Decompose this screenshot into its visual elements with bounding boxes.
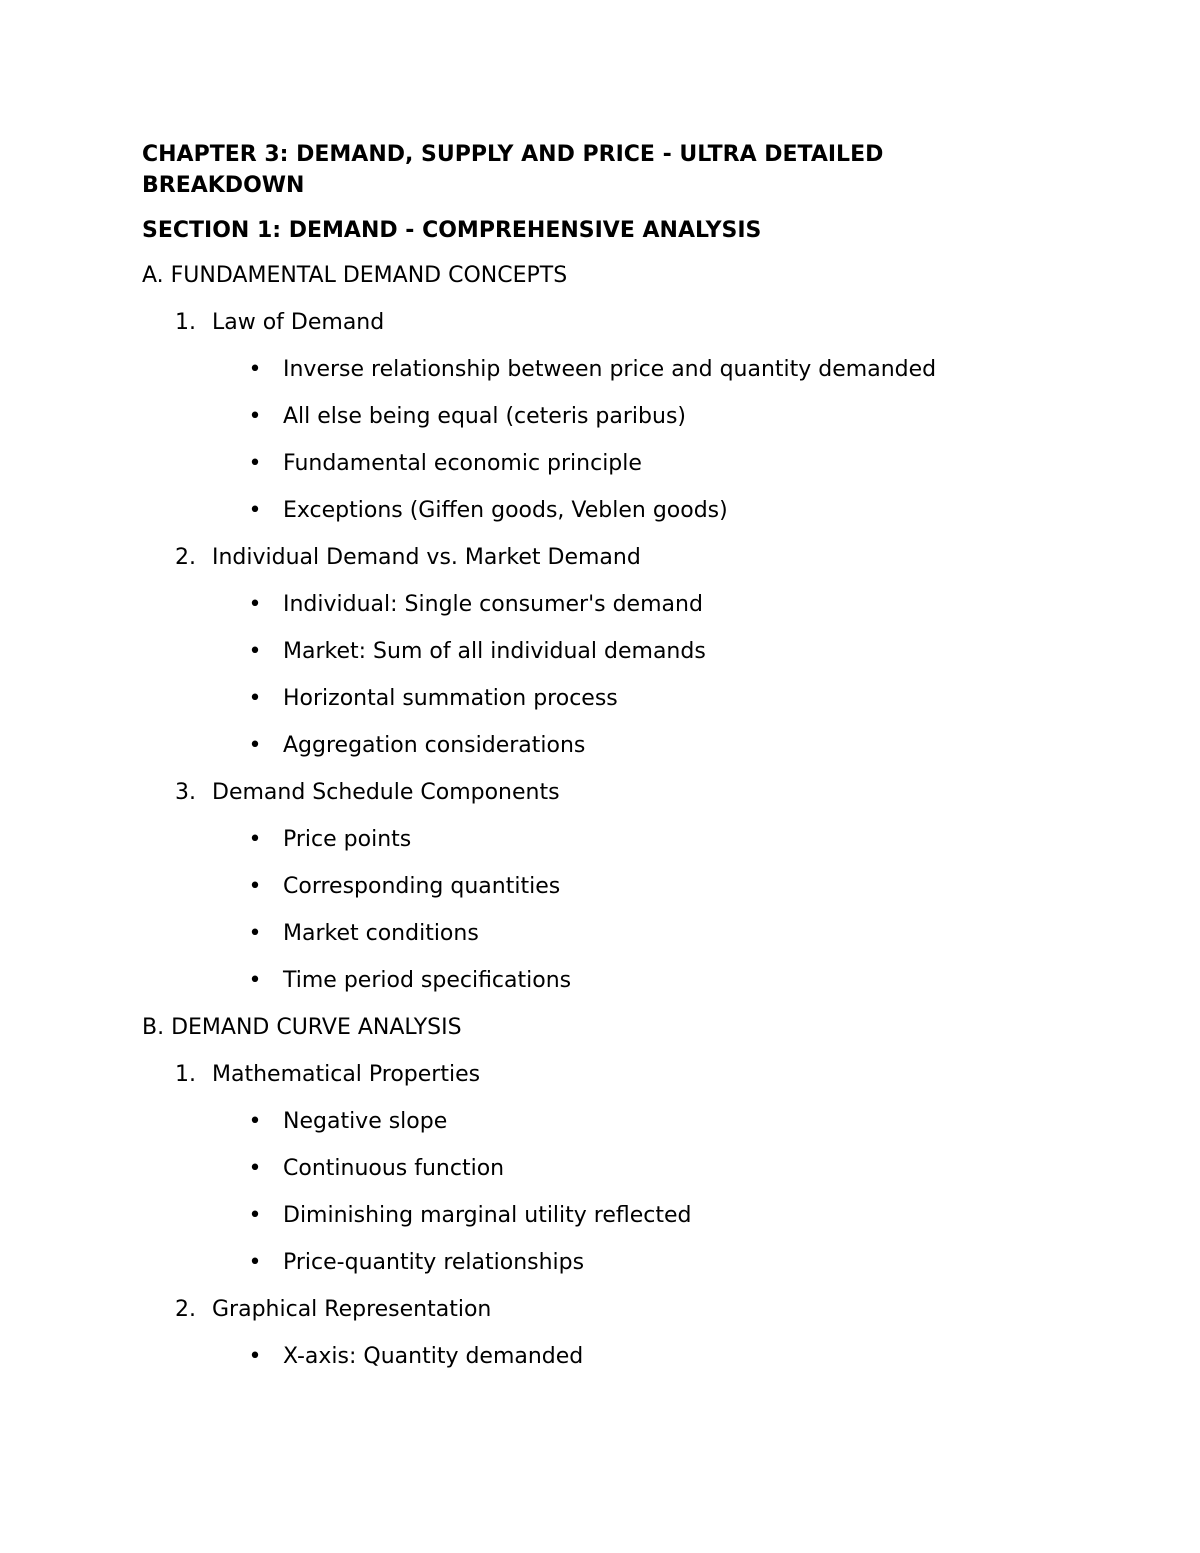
list-item-text: Market: Sum of all individual demands [283, 639, 706, 664]
subsection [142, 1012, 1002, 1372]
item-number: 2. [175, 545, 196, 570]
item-label: Mathematical Properties [212, 1062, 481, 1087]
numbered-item [142, 542, 1002, 573]
bullet-icon: • [248, 874, 262, 899]
bullet-list [142, 1106, 1002, 1278]
list-item-text: Diminishing marginal utility reflected [283, 1203, 692, 1228]
item-number: 2. [175, 1297, 196, 1322]
list-item [142, 824, 1002, 855]
bullet-icon: • [248, 498, 262, 523]
list-item [142, 495, 1002, 526]
outline [142, 260, 1002, 1372]
numbered-item [142, 307, 1002, 338]
bullet-icon: • [248, 686, 262, 711]
list-item-text: Horizontal summation process [283, 686, 618, 711]
item-number: 3. [175, 780, 196, 805]
list-item [142, 401, 1002, 432]
bullet-list [142, 589, 1002, 761]
list-item-text: Price-quantity relationships [283, 1250, 585, 1275]
bullet-icon: • [248, 1203, 262, 1228]
bullet-list [142, 824, 1002, 996]
list-item [142, 589, 1002, 620]
bullet-icon: • [248, 592, 262, 617]
bullet-icon: • [248, 827, 262, 852]
list-item-text: Time period specifications [283, 968, 572, 993]
list-item [142, 354, 1002, 385]
list-item [142, 683, 1002, 714]
bullet-list [142, 1341, 1002, 1372]
chapter-title: CHAPTER 3: DEMAND, SUPPLY AND PRICE - ULTRA DETAILED BREAKDOWN [142, 142, 884, 198]
list-item [142, 1153, 1002, 1184]
list-item-text: Continuous function [283, 1156, 505, 1181]
list-item-text: Exceptions (Giffen goods, Veblen goods) [283, 498, 728, 523]
bullet-icon: • [248, 1250, 262, 1275]
bullet-icon: • [248, 639, 262, 664]
list-item [142, 965, 1002, 996]
item-number: 1. [175, 1062, 196, 1087]
list-item [142, 1247, 1002, 1278]
list-item-text: Individual: Single consumer's demand [283, 592, 703, 617]
numbered-item [142, 1059, 1002, 1090]
list-item [142, 448, 1002, 479]
list-item-text: Fundamental economic principle [283, 451, 642, 476]
item-label: Graphical Representation [212, 1297, 492, 1322]
list-item [142, 730, 1002, 761]
list-item [142, 1341, 1002, 1372]
item-label: Demand Schedule Components [212, 780, 560, 805]
subsection [142, 260, 1002, 996]
list-item-text: Corresponding quantities [283, 874, 561, 899]
bullet-icon: • [248, 1344, 262, 1369]
bullet-icon: • [248, 1156, 262, 1181]
list-item [142, 1106, 1002, 1137]
numbered-item [142, 1294, 1002, 1325]
subsection-title: B. DEMAND CURVE ANALYSIS [142, 1015, 462, 1040]
bullet-icon: • [248, 1109, 262, 1134]
item-number: 1. [175, 310, 196, 335]
list-item-text: Negative slope [283, 1109, 448, 1134]
list-item [142, 1200, 1002, 1231]
list-item [142, 636, 1002, 667]
list-item-text: Inverse relationship between price and quantity demanded [283, 357, 937, 382]
numbered-item [142, 777, 1002, 808]
bullet-icon: • [248, 357, 262, 382]
item-label: Individual Demand vs. Market Demand [212, 545, 641, 570]
list-item-text: Price points [283, 827, 412, 852]
list-item-text: Market conditions [283, 921, 479, 946]
list-item [142, 871, 1002, 902]
bullet-icon: • [248, 733, 262, 758]
document-content [142, 139, 1002, 1388]
list-item [142, 918, 1002, 949]
list-item-text: X-axis: Quantity demanded [283, 1344, 584, 1369]
bullet-icon: • [248, 404, 262, 429]
item-label: Law of Demand [212, 310, 385, 335]
list-item-text: All else being equal (ceteris paribus) [283, 404, 686, 429]
bullet-icon: • [248, 968, 262, 993]
bullet-list [142, 354, 1002, 526]
section-title: SECTION 1: DEMAND - COMPREHENSIVE ANALYSIS [142, 218, 762, 243]
bullet-icon: • [248, 451, 262, 476]
bullet-icon: • [248, 921, 262, 946]
list-item-text: Aggregation considerations [283, 733, 586, 758]
subsection-title: A. FUNDAMENTAL DEMAND CONCEPTS [142, 263, 568, 288]
